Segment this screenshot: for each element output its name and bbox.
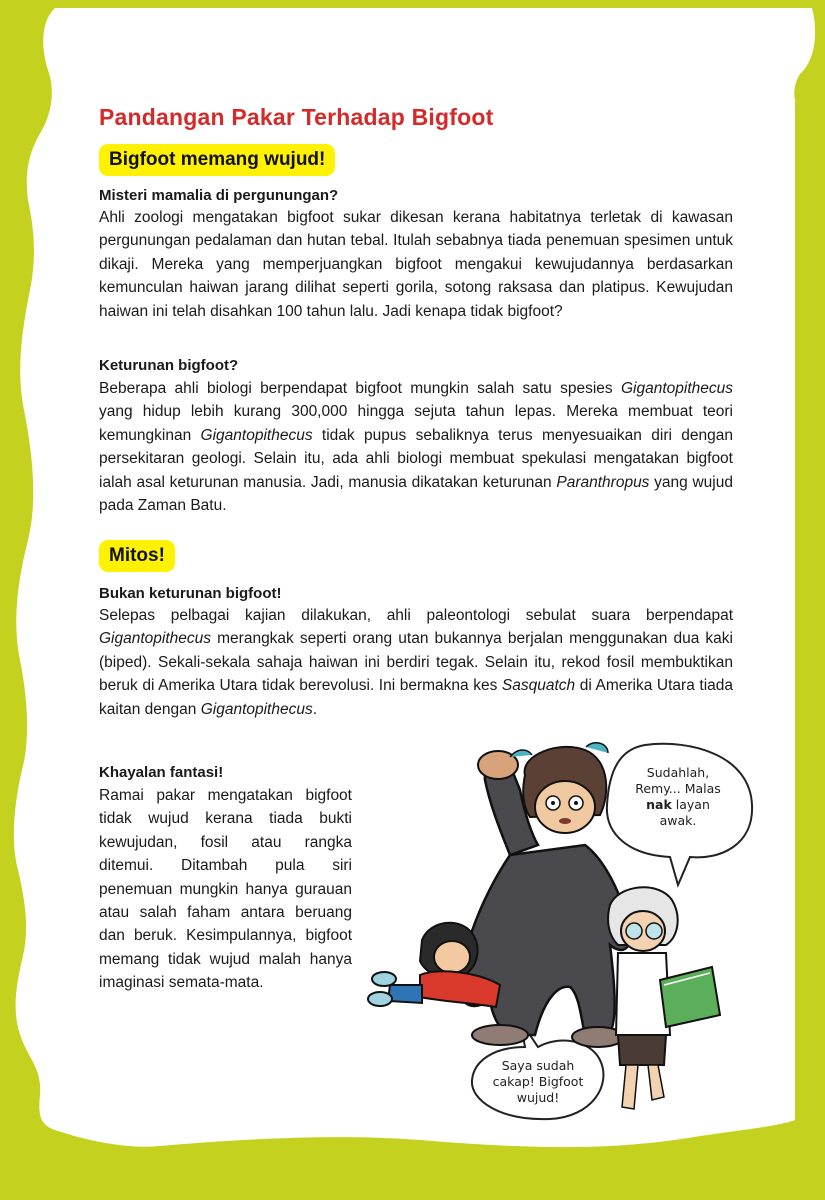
text-run: merangkak seperti orang utan bukannya berjalan menggunakan dua kaki (biped). Sekali-sekala sahaja haiwan ini berdiri tegak. Selain itu, rekod fosil membuktikan beruk di Amerika Utara tidak berevolusi. Ini bermakna kes bbox=[99, 630, 733, 695]
speech-emphasis: nak bbox=[646, 797, 672, 812]
speech-line: cakap! Bigfoot bbox=[492, 1074, 584, 1089]
speech-line: awak. bbox=[659, 813, 697, 828]
text-run: tidak pupus sebaliknya terus menyesuaikan diri dengan persekitaran geologi. Selain itu, ada ahli biologi membuat spekulasi mengatakan bigfoot ialah asal keturunan manusia. Jadi, manusia dikatakan keturunan bbox=[99, 426, 733, 491]
species-name: Gigantopithecus bbox=[200, 426, 313, 444]
speech-line: Remy... Malas bbox=[635, 781, 721, 796]
speech-line bbox=[608, 797, 748, 813]
paragraph-misteri: Ahli zoologi mengatakan bigfoot sukar dikesan kerana habitatnya terletak di kawasan pergunungan pedalaman dan hutan tebal. Itulah sebabnya tiada penemuan spesimen untuk dikaji. Mereka yang memperjuangkan bigfoot mengakui kewujudannya berdasarkan kemunculan haiwan jarang dilihat seperti gorila, sotong raksasa dan platipus. Kewujudan haiwan ini telah disahkan 100 tahun lalu. Jadi kenapa tidak bigfoot? bbox=[99, 209, 733, 320]
subheading-bukan-keturunan: Bukan keturunan bigfoot! bbox=[99, 585, 282, 602]
species-name: Paranthropus bbox=[556, 473, 650, 491]
text-run: yang wujud pada Zaman Batu. bbox=[99, 473, 733, 515]
paragraph-khayalan: Ramai pakar mengatakan bigfoot tidak wujud kerana tiada bukti kewujudan, fosil atau rangka ditemui. Ditambah pula siri penemuan mungkin hanya gurauan atau salah faham antara beruang dan beruk. Kesimpulannya, bigfoot memang tidak wujud malah hanya imaginasi semata-mata. bbox=[99, 787, 352, 992]
paragraph-bukan-keturunan bbox=[99, 604, 733, 721]
section-badge-wujud: Bigfoot memang wujud! bbox=[99, 144, 335, 176]
boy-character-glasses bbox=[608, 887, 720, 1109]
speech-text-bottom bbox=[472, 1058, 604, 1106]
species-name: Gigantopithecus bbox=[99, 630, 212, 648]
text-run: Selepas pelbagai kajian dilakukan, ahli paleontologi sebulat suara berpendapat bbox=[99, 607, 733, 624]
text-run: yang hidup lebih kurang 300,000 hingga sejuta tahun lepas. Mereka membuat teori kemungkinan bbox=[99, 403, 733, 444]
species-name: Gigantopithecus bbox=[200, 700, 313, 718]
speech-line: Saya sudah bbox=[501, 1058, 575, 1073]
species-name: Gigantopithecus bbox=[620, 380, 733, 397]
speech-line: Sudahlah, bbox=[646, 765, 710, 780]
subheading-misteri: Misteri mamalia di pergunungan? bbox=[99, 187, 339, 204]
subheading-keturunan: Keturunan bigfoot? bbox=[99, 357, 239, 374]
species-name: Sasquatch bbox=[501, 677, 576, 695]
text-run: di Amerika Utara tiada kaitan dengan bbox=[99, 677, 733, 718]
speech-text-right bbox=[608, 765, 748, 829]
subheading-khayalan: Khayalan fantasi! bbox=[99, 764, 224, 781]
section-badge-mitos: Mitos! bbox=[99, 540, 175, 572]
speech-line: wujud! bbox=[516, 1090, 560, 1105]
speech-line-rest: layan bbox=[671, 797, 710, 812]
paragraph-keturunan bbox=[99, 377, 733, 517]
text-run: . bbox=[312, 700, 318, 718]
text-run: Beberapa ahli biologi berpendapat bigfoot mungkin salah satu spesies bbox=[99, 380, 621, 397]
page-title: Pandangan Pakar Terhadap Bigfoot bbox=[99, 104, 494, 130]
